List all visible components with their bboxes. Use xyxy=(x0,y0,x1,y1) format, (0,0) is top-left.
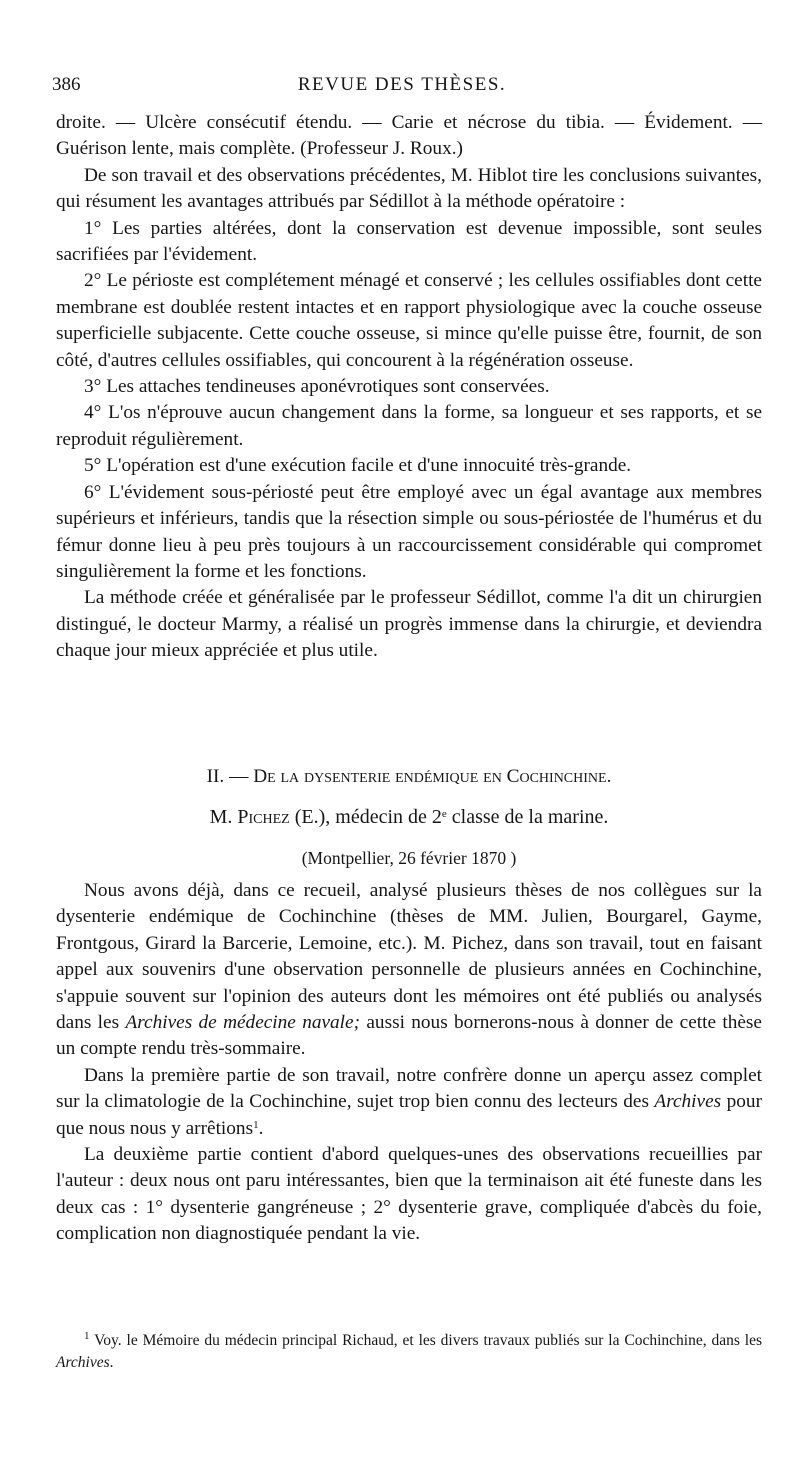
article-paragraph-3: La deuxième partie contient d'abord quelques-unes des observations recueillies par l'auteur : deux nous ont paru intéressantes, bien que la terminaison ait été funeste dans les deux cas : 1° dysenterie gangréneuse ; 2° dysenterie grave, compliquée d'abcès du foie, complication non diagnostiquée pendant la vie. xyxy=(56,1144,762,1245)
item-text: L'opération est d'une exécution facile et d'une innocuité très-grande. xyxy=(106,455,632,477)
place-date-line: (Montpellier, 26 février 1870 ) xyxy=(301,848,517,868)
running-title: REVUE DES THÈSES. xyxy=(297,74,507,95)
article-text: aussi nous bornerons-nous à donner de cette thèse un compte rendu très-sommaire. xyxy=(56,1012,762,1060)
upper-text-block xyxy=(56,110,762,665)
conclusion-item-6 xyxy=(56,480,762,586)
conclusion-item-1 xyxy=(56,216,762,269)
author-line xyxy=(56,806,762,829)
item-text: Les parties altérées, dont la conservation est devenue impossible, sont seules sacrifiées par l'évidement. xyxy=(56,217,762,266)
item-number: 6° xyxy=(84,481,102,503)
item-number: 3° xyxy=(84,376,102,398)
section-title: De la dysenterie endémique en Cochinchine. xyxy=(253,766,612,787)
footnote xyxy=(56,1330,762,1374)
article-paragraph-1 xyxy=(56,878,762,1063)
conclusion-item-5 xyxy=(56,453,762,479)
section-numeral: II. xyxy=(206,766,225,787)
footnote-mark: 1 xyxy=(84,1330,90,1342)
closing-paragraph: La méthode créée et généralisée par le professeur Sédillot, comme l'a dit un chirurgien distingué, le docteur Marmy, a réalisé un progrès immense dans la chirurgie, et deviendra chaque jour mieux appréciée et plus utile. xyxy=(56,587,762,662)
conclusion-item-4 xyxy=(56,400,762,453)
conclusion-item-3 xyxy=(56,374,762,400)
conclusion-item-2 xyxy=(56,268,762,374)
author-superscript: e xyxy=(441,808,447,820)
item-text: Le périoste est complétement ménagé et conservé ; les cellules ossifiables dont cette membrane est doublée restent intactes et en rapport physiologique avec la couche osseuse superficielle subjacente. Cette couche osseuse, si mince qu'elle puisse être, fournit, de son côté, d'autres cellules ossifiables, qui concourent à la régénération osseuse. xyxy=(56,270,762,371)
footnote-text: Voy. le Mémoire du médecin principal Richaud, et les divers travaux publiés sur la Cochinchine, dans les xyxy=(94,1332,762,1349)
item-number: 2° xyxy=(84,270,102,292)
item-number: 5° xyxy=(84,455,102,477)
footnote-journal-italic: Archives xyxy=(56,1354,110,1371)
author-name: Pichez xyxy=(237,806,290,828)
author-prefix: M. xyxy=(209,806,233,828)
author-details-end: classe de la marine. xyxy=(451,806,609,828)
section-dash: — xyxy=(229,766,249,787)
item-text: Les attaches tendineuses aponévrotiques sont conservées. xyxy=(106,376,550,398)
article-text: Dans la première partie de son travail, notre confrère donne un aperçu assez complet sur la climatologie de la Cochinchine, sujet trop bien connu des lecteurs des xyxy=(56,1064,762,1113)
article-text: . xyxy=(258,1117,264,1139)
article-paragraph-2 xyxy=(56,1063,762,1142)
journal-name-italic: Archives xyxy=(654,1091,722,1113)
section-heading xyxy=(56,766,762,788)
running-header xyxy=(52,74,752,102)
page-number: 386 xyxy=(52,74,81,95)
footnote-reference[interactable]: 1 xyxy=(253,1118,259,1131)
footnote-end: . xyxy=(109,1354,114,1371)
article-text-block xyxy=(56,878,762,1248)
item-text: L'os n'éprouve aucun changement dans la forme, sa longueur et ses rapports, et se reproduit régulièrement. xyxy=(56,402,762,450)
journal-title-italic: Archives de médecine navale; xyxy=(125,1012,361,1034)
intro-paragraph: De son travail et des observations précédentes, M. Hiblot tire les conclusions suivantes, qui résument les avantages attribués par Sédillot à la méthode opératoire : xyxy=(56,164,762,213)
item-text: L'évidement sous-périosté peut être employé avec un égal avantage aux membres supérieurs et inférieurs, tandis que la résection simple ou sous-périostée de l'humérus et du fémur donne lieu à peu près toujours à un raccourcissement considérable qui compromet singulièrement la forme et les fonctions. xyxy=(56,481,762,582)
item-number: 1° xyxy=(84,217,102,239)
author-details: (E.), médecin de 2 xyxy=(294,806,442,828)
item-number: 4° xyxy=(84,402,102,424)
article-text: pour que nous nous y arrêtions xyxy=(56,1091,762,1139)
continuation-paragraph: droite. — Ulcère consécutif étendu. — Carie et nécrose du tibia. — Évidement. — Guérison lente, mais complète. (Professeur J. Roux.) xyxy=(56,112,762,160)
article-text: Nous avons déjà, dans ce recueil, analysé plusieurs thèses de nos collègues sur la dysenterie endémique de Cochinchine (thèses de MM. Julien, Bourgarel, Gayme, Frontgous, Girard la Barcerie, Lemoine, etc.). M. Pichez, dans son travail, tout en faisant appel aux souvenirs d'une observation personnelle de plusieurs années en Cochinchine, s'appuie souvent sur l'opinion des auteurs dont les mémoires ont été publiés ou analysés dans les xyxy=(56,880,762,1034)
